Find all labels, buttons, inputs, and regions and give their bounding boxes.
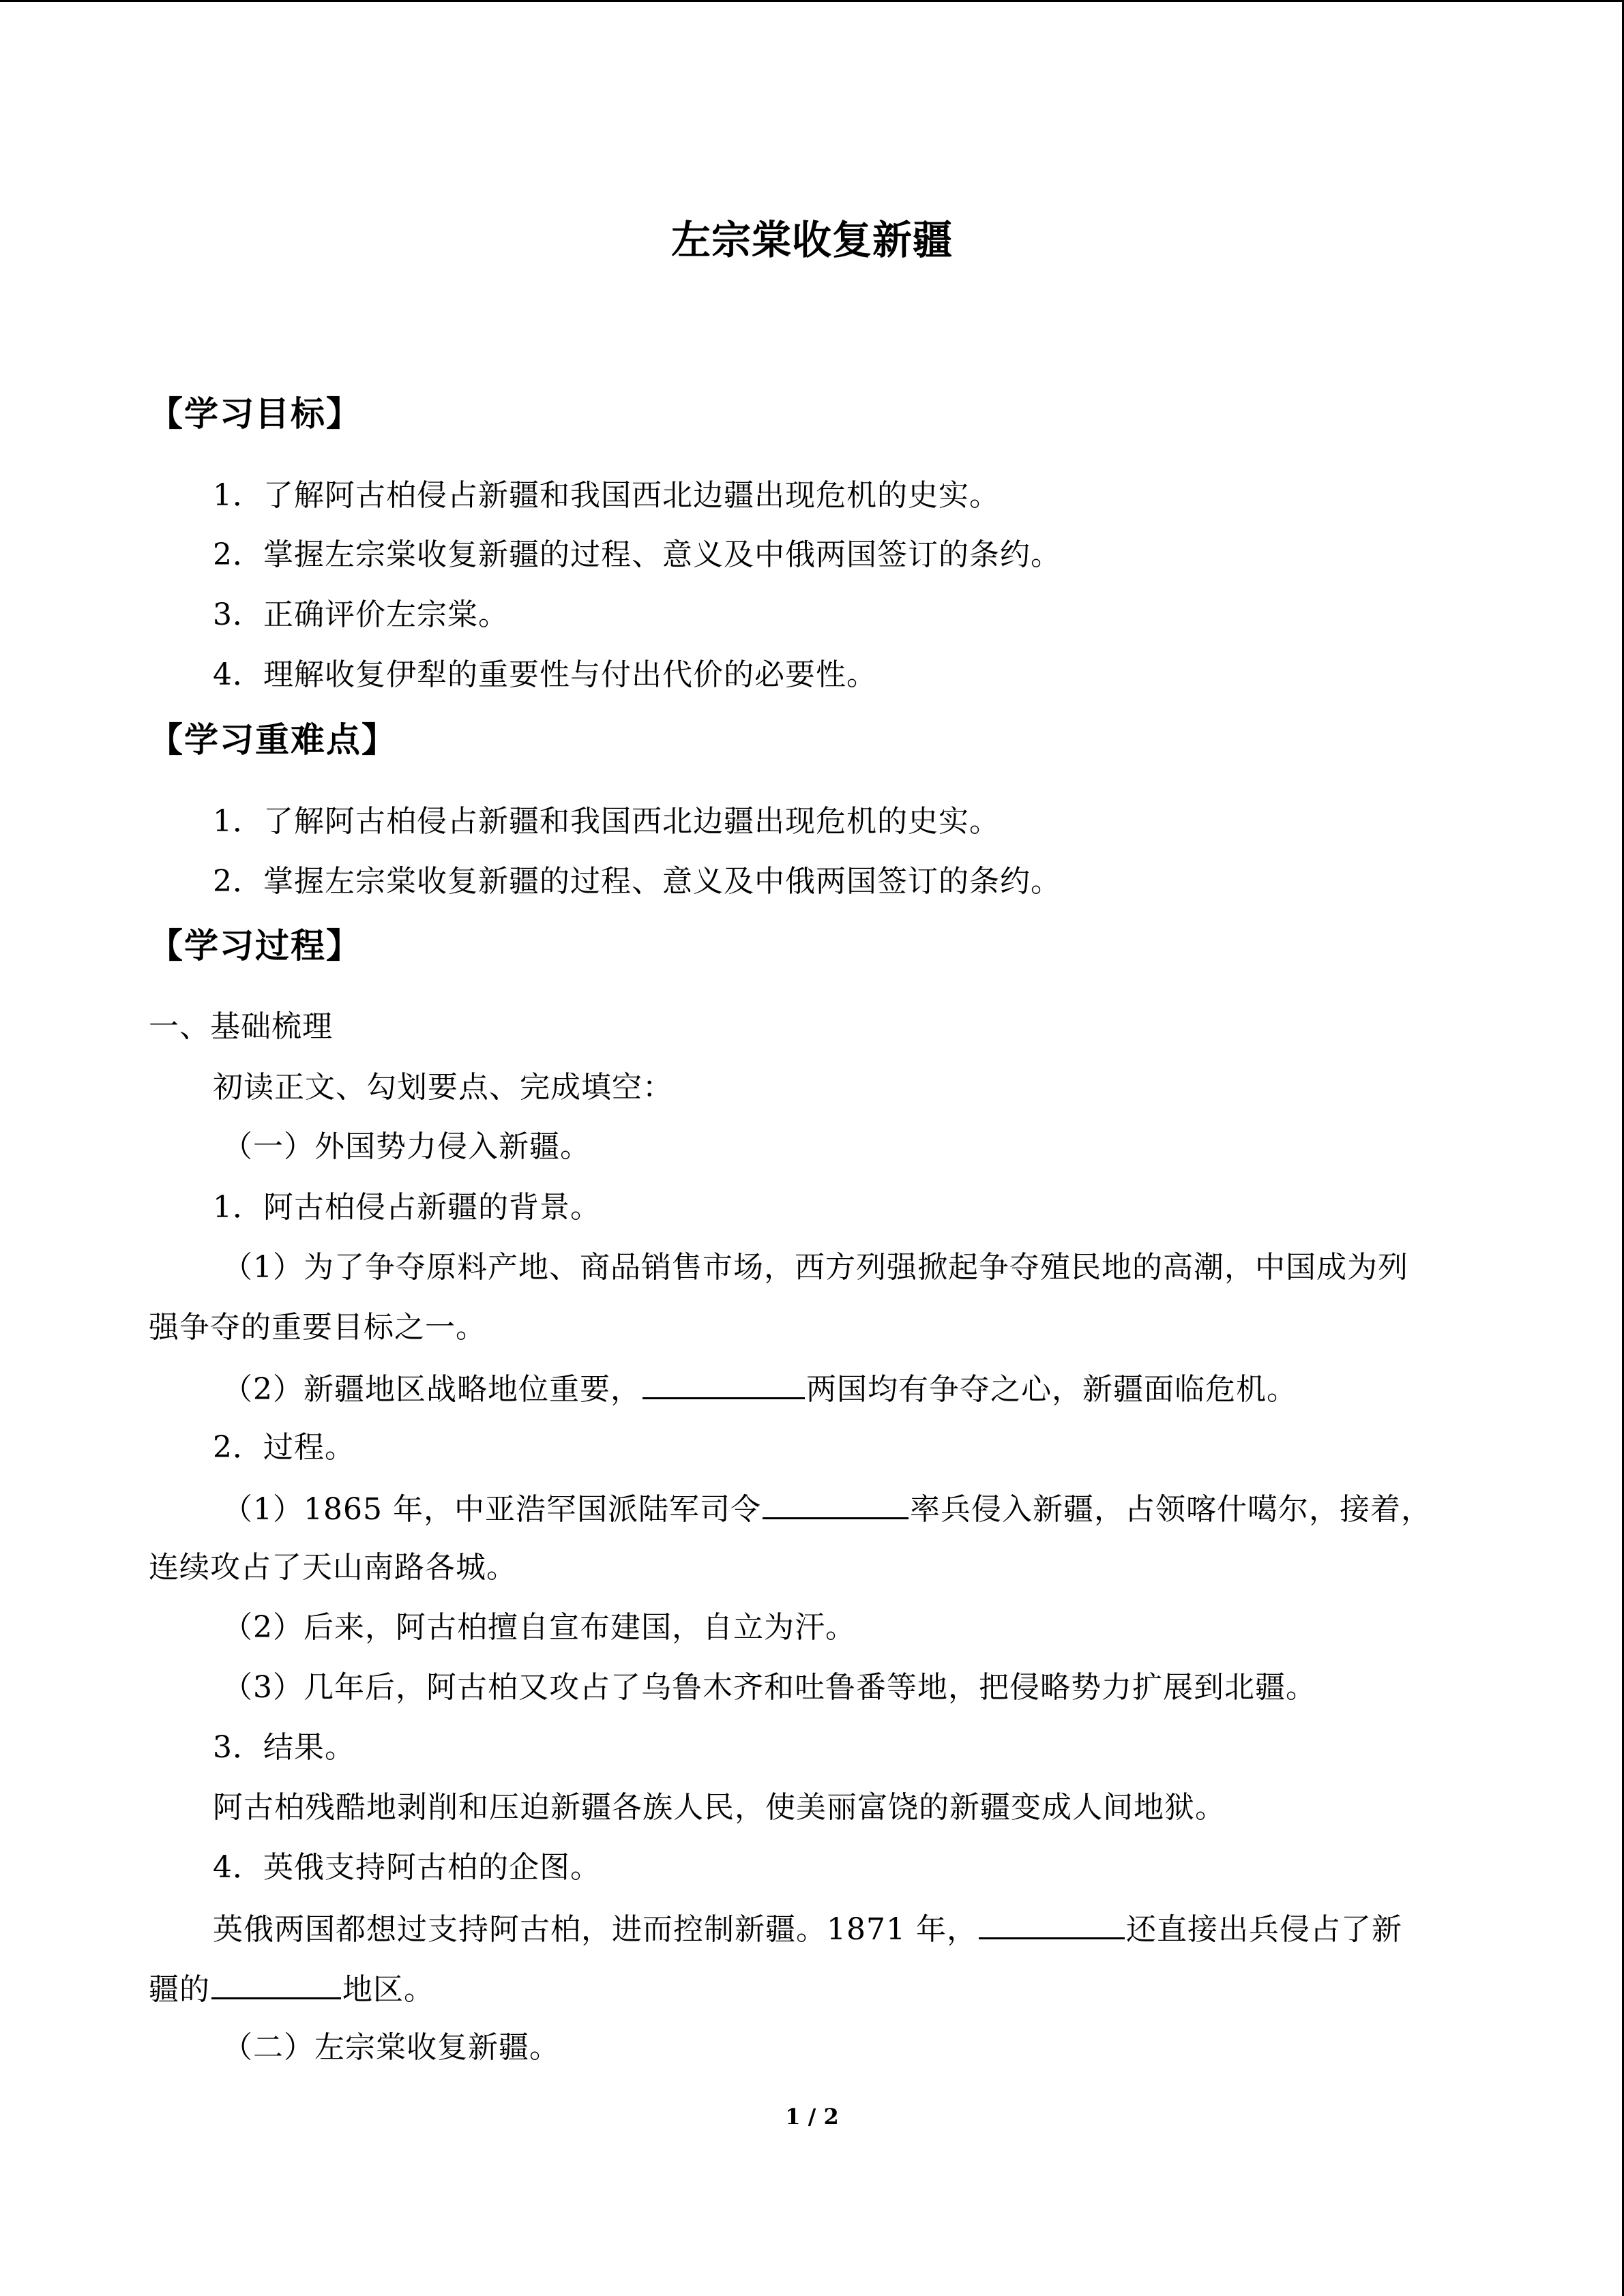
support-text-a [213, 1907, 1402, 1950]
objective-item: 1．了解阿古柏侵占新疆和我国西北边疆出现危机的史实。 [213, 478, 1000, 513]
process-title: 2．过程。 [213, 1430, 355, 1465]
key-point-item: 1．了解阿古柏侵占新疆和我国西北边疆出现危机的史实。 [213, 804, 1000, 839]
part-one-heading: （一）外国势力侵入新疆。 [222, 1129, 591, 1164]
key-point-item: 2．掌握左宗棠收复新疆的过程、意义及中俄两国签订的条约。 [213, 864, 1061, 899]
background-point-1b: 强争夺的重要目标之一。 [149, 1310, 486, 1345]
answer-blank[interactable] [763, 1487, 909, 1519]
support-text-b [149, 1967, 434, 2010]
answer-blank[interactable] [211, 1967, 341, 1999]
process-point-1b: 连续攻占了天山南路各城。 [149, 1550, 517, 1585]
support-text-a-end: 还直接出兵侵占了新 [1125, 1912, 1402, 1947]
support-text-b-end: 地区。 [342, 1972, 434, 2007]
background-point-2 [222, 1367, 1297, 1410]
background-point-2-end: 两国均有争夺之心，新疆面临危机。 [806, 1372, 1297, 1407]
heading-key-points: 【学习重难点】 [149, 719, 397, 760]
background-title: 1．阿古柏侵占新疆的背景。 [213, 1190, 601, 1225]
objective-item: 2．掌握左宗棠收复新疆的过程、意义及中俄两国签订的条约。 [213, 537, 1061, 572]
support-title: 4．英俄支持阿古柏的企图。 [213, 1850, 601, 1885]
process-point-1a-start: （1）1865 年，中亚浩罕国派陆军司令 [222, 1492, 761, 1527]
objective-item: 3．正确评价左宗棠。 [213, 597, 509, 632]
heading-process: 【学习过程】 [149, 925, 361, 966]
objective-item: 4．理解收复伊犁的重要性与付出代价的必要性。 [213, 657, 877, 692]
process-point-2: （2）后来，阿古柏擅自宣布建国，自立为汗。 [222, 1610, 856, 1645]
document-title: 左宗棠收复新疆 [670, 217, 953, 263]
background-point-1a: （1）为了争夺原料产地、商品销售市场，西方列强掀起争夺殖民地的高潮，中国成为列 [222, 1250, 1408, 1285]
section-one-heading: 一、基础梳理 [149, 1009, 333, 1044]
support-text-a-start: 英俄两国都想过支持阿古柏，进而控制新疆。1871 年， [213, 1912, 977, 1947]
instruction-text: 初读正文、勾划要点、完成填空： [213, 1070, 673, 1105]
part-two-heading: （二）左宗棠收复新疆。 [222, 2030, 560, 2065]
background-point-2-start: （2）新疆地区战略地位重要， [222, 1372, 641, 1407]
heading-objectives: 【学习目标】 [149, 393, 361, 434]
page-number: 1 / 2 [785, 2104, 839, 2130]
result-text: 阿古柏残酷地剥削和压迫新疆各族人民，使美丽富饶的新疆变成人间地狱。 [213, 1790, 1226, 1825]
result-title: 3．结果。 [213, 1730, 355, 1765]
process-point-1a-end: 率兵侵入新疆，占领喀什噶尔，接着， [909, 1492, 1432, 1527]
process-point-3: （3）几年后，阿古柏又攻占了乌鲁木齐和吐鲁番等地，把侵略势力扩展到北疆。 [222, 1670, 1316, 1705]
answer-blank[interactable] [979, 1907, 1125, 1939]
process-point-1a [222, 1487, 1432, 1530]
answer-blank[interactable] [643, 1367, 805, 1399]
support-text-b-start: 疆的 [149, 1972, 210, 2007]
